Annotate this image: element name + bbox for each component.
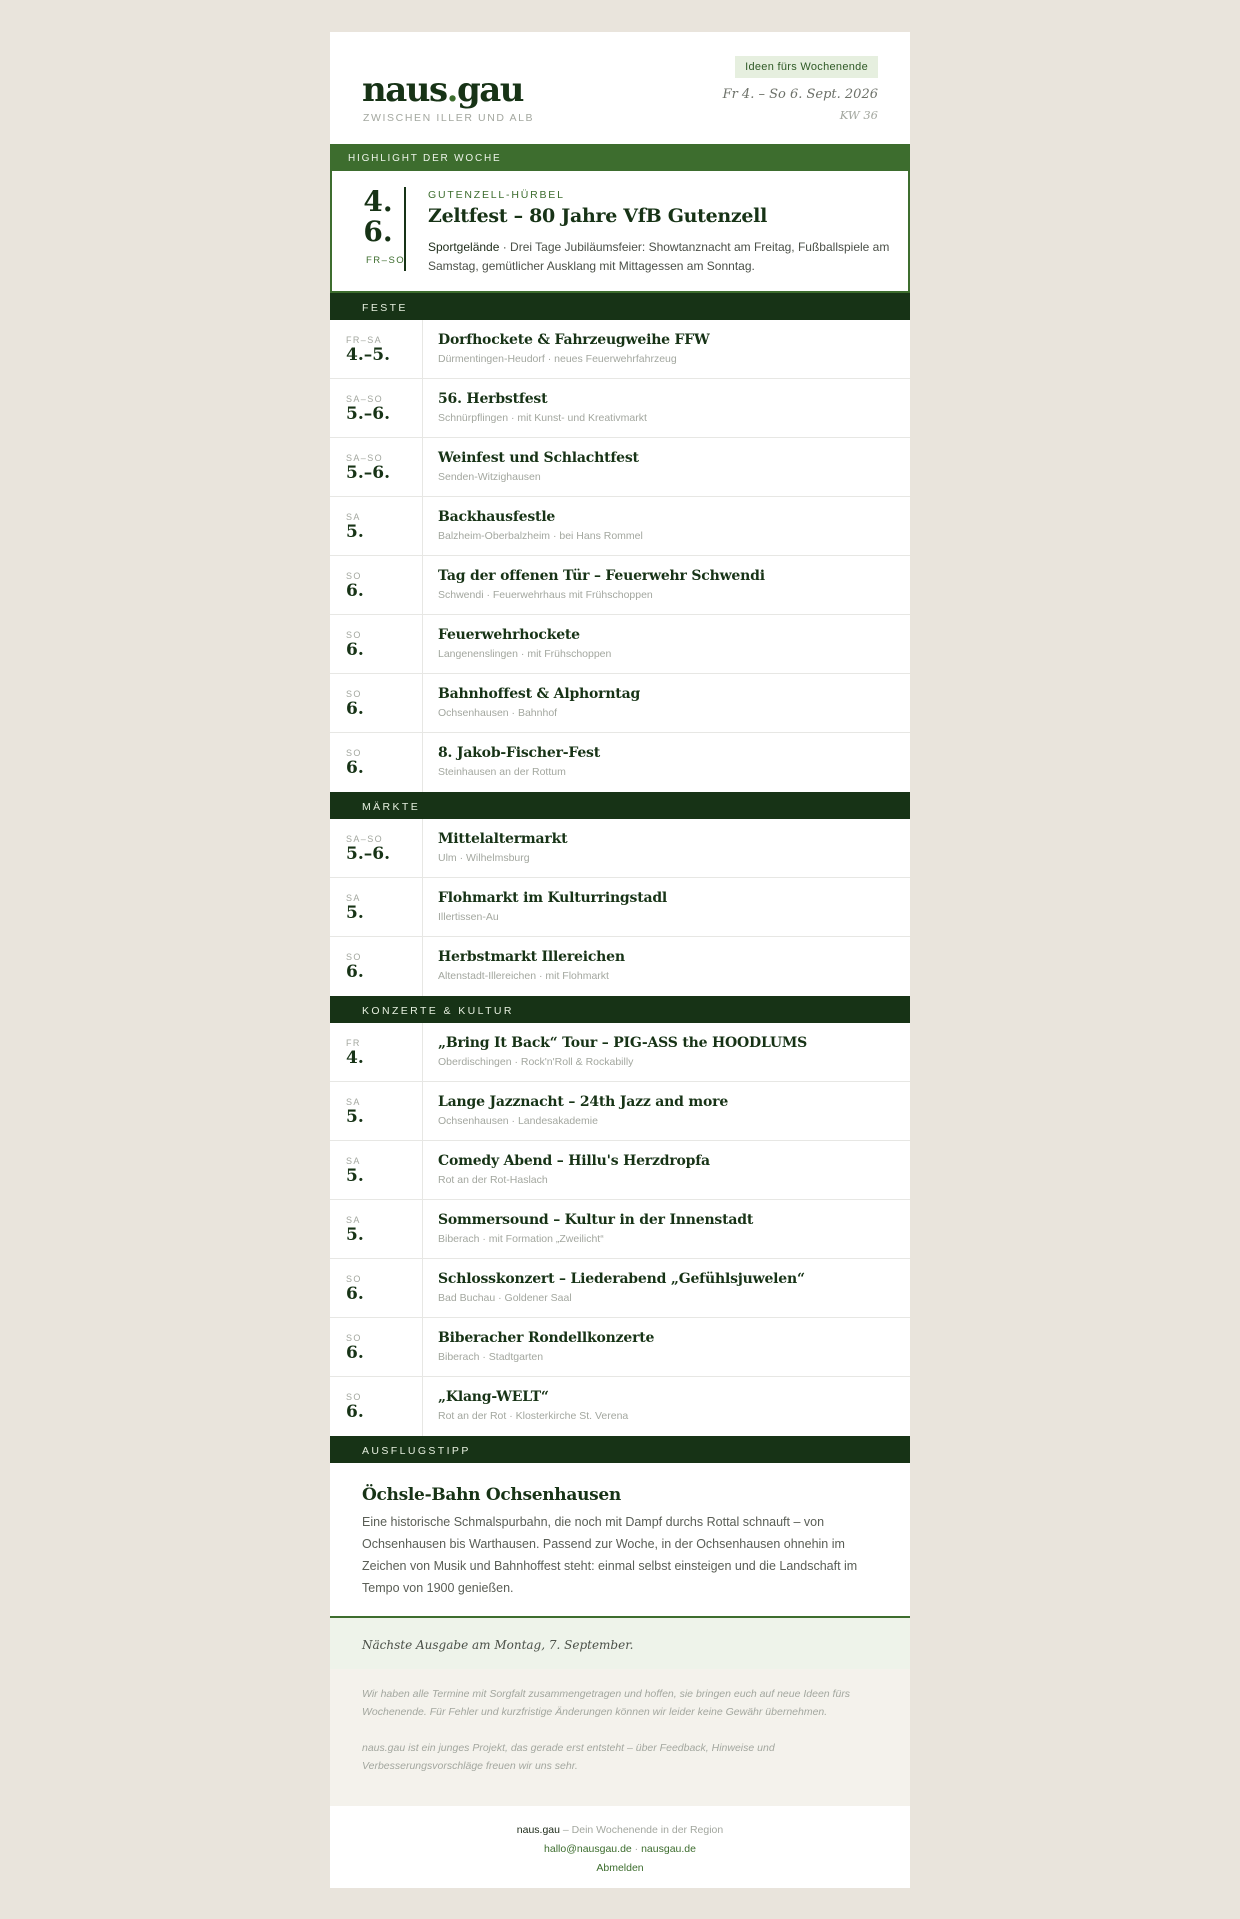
event-date: 6.: [346, 962, 364, 982]
header: [330, 32, 910, 144]
unsubscribe-link[interactable]: Abmelden: [596, 1862, 644, 1874]
event-date: 5.: [346, 1166, 364, 1186]
event-title: „Bring It Back“ Tour – PIG-ASS the HOODLUMS: [438, 1035, 808, 1051]
tagline: ZWISCHEN ILLER UND ALB: [363, 112, 535, 124]
highlight-bar: HIGHLIGHT DER WOCHE: [330, 144, 910, 171]
event-details: Balzheim-Oberbalzheim · bei Hans Rommel: [438, 530, 643, 542]
event-details: Biberach · Stadtgarten: [438, 1351, 544, 1363]
row-divider: [422, 615, 423, 673]
event-date: 6.: [346, 1402, 364, 1422]
event-row[interactable]: [330, 1259, 910, 1318]
tip-text: Eine historische Schmalspurbahn, die noch mit Dampf durchs Rottal schnauft – von Ochsenhausen bis Warthausen. Passend zur Woche, in der Ochsenhausen ohnehin im Zeichen von Musik und Bahnhoffest steht: einmal selbst einsteigen und die Landschaft im Tempo von 1900 genießen.: [362, 1515, 858, 1595]
event-date: 5.–6.: [346, 844, 390, 864]
event-title: „Klang-WELT“: [438, 1389, 549, 1405]
row-divider: [422, 1259, 423, 1317]
event-details: Ochsenhausen · Landesakademie: [438, 1115, 598, 1127]
event-weekday: SA: [346, 1097, 361, 1107]
event-date: 6.: [346, 699, 364, 719]
calendar-week: KW 36: [839, 108, 878, 122]
row-divider: [422, 733, 423, 792]
event-row[interactable]: [330, 878, 910, 937]
event-list-feste: [330, 320, 910, 792]
row-divider: [422, 556, 423, 614]
section-header-maerkte: MÄRKTE: [330, 792, 910, 819]
event-title: Biberacher Rondellkonzerte: [438, 1330, 655, 1346]
event-row[interactable]: [330, 1023, 910, 1082]
event-row[interactable]: [330, 733, 910, 792]
website-link[interactable]: nausgau.de: [641, 1843, 696, 1855]
highlight-days: FR–SO: [366, 255, 406, 266]
section-header-feste: FESTE: [330, 293, 910, 320]
row-divider: [422, 1377, 423, 1436]
event-list-maerkte: [330, 819, 910, 996]
section-header-tip: AUSFLUGSTIPP: [330, 1436, 910, 1463]
event-row[interactable]: [330, 1141, 910, 1200]
event-date: 6.: [346, 1284, 364, 1304]
event-title: Weinfest und Schlachtfest: [438, 450, 639, 466]
newsletter-card: [330, 32, 910, 1888]
event-row[interactable]: [330, 1082, 910, 1141]
event-date: 5.: [346, 903, 364, 923]
event-row[interactable]: [330, 674, 910, 733]
event-weekday: SO: [346, 1333, 362, 1343]
feedback-text: naus.gau ist ein junges Projekt, das gerade erst entsteht – über Feedback, Hinweise und Verbesserungsvorschläge freuen wir uns sehr.: [362, 1742, 775, 1772]
event-date: 5.–6.: [346, 404, 390, 424]
row-divider: [422, 1082, 423, 1140]
event-title: Dorfhockete & Fahrzeugweihe FFW: [438, 332, 710, 348]
highlight-title: Zeltfest – 80 Jahre VfB Gutenzell: [428, 205, 768, 227]
highlight-date: 4. 6.: [363, 185, 393, 248]
event-weekday: SA: [346, 1156, 361, 1166]
event-title: Bahnhoffest & Alphorntag: [438, 686, 641, 702]
row-divider: [422, 937, 423, 996]
event-weekday: SA–SO: [346, 394, 384, 404]
event-weekday: FR–SA: [346, 335, 383, 345]
event-title: Schlosskonzert – Liederabend „Gefühlsjuwelen“: [438, 1271, 805, 1287]
row-divider: [422, 674, 423, 732]
event-details: Dürmentingen-Heudorf · neues Feuerwehrfahrzeug: [438, 353, 677, 365]
event-weekday: SA: [346, 512, 361, 522]
event-row[interactable]: [330, 615, 910, 674]
tip-title: Öchsle-Bahn Ochsenhausen: [362, 1485, 621, 1505]
row-divider: [422, 1141, 423, 1199]
event-row[interactable]: [330, 379, 910, 438]
event-title: Feuerwehrhockete: [438, 627, 580, 643]
event-title: Comedy Abend – Hillu's Herzdropfa: [438, 1153, 710, 1169]
date-range: Fr 4. – So 6. Sept. 2026: [722, 87, 878, 102]
event-details: Langenenslingen · mit Frühschoppen: [438, 648, 612, 660]
row-divider: [422, 1023, 423, 1081]
event-details: Ochsenhausen · Bahnhof: [438, 707, 558, 719]
event-row[interactable]: [330, 497, 910, 556]
event-weekday: SO: [346, 689, 362, 699]
event-title: Mittelaltermarkt: [438, 831, 568, 847]
event-details: Altenstadt-Illereichen · mit Flohmarkt: [438, 970, 609, 982]
event-weekday: SO: [346, 1392, 362, 1402]
footer: [330, 1806, 910, 1888]
row-divider: [422, 438, 423, 496]
event-details: Ulm · Wilhelmsburg: [438, 852, 530, 864]
section-header-kultur: KONZERTE & KULTUR: [330, 996, 910, 1023]
event-date: 6.: [346, 581, 364, 601]
event-row[interactable]: [330, 438, 910, 497]
event-date: 5.–6.: [346, 463, 390, 483]
next-issue-note: Nächste Ausgabe am Montag, 7. September.: [330, 1618, 910, 1669]
logo: naus.gau: [362, 70, 523, 110]
event-title: Sommersound – Kultur in der Innenstadt: [438, 1212, 754, 1228]
event-weekday: SO: [346, 952, 362, 962]
event-weekday: SO: [346, 571, 362, 581]
event-row[interactable]: [330, 1318, 910, 1377]
footer-links: hallo@nausgau.de · nausgau.de: [544, 1843, 696, 1855]
event-details: Schnürpflingen · mit Kunst- und Kreativmarkt: [438, 412, 647, 424]
event-weekday: SA: [346, 1215, 361, 1225]
event-details: Rot an der Rot-Haslach: [438, 1174, 548, 1186]
event-details: Oberdischingen · Rock'n'Roll & Rockabilly: [438, 1056, 634, 1068]
footer-brand-line: naus.gau – Dein Wochenende in der Region: [516, 1824, 724, 1836]
event-row[interactable]: [330, 1377, 910, 1436]
event-date: 5.: [346, 1107, 364, 1127]
event-weekday: SA: [346, 893, 361, 903]
event-title: Flohmarkt im Kulturringstadl: [438, 890, 668, 906]
event-date: 6.: [346, 1343, 364, 1363]
row-divider: [422, 819, 423, 877]
event-weekday: FR: [346, 1038, 361, 1048]
event-date: 4.–5.: [346, 345, 390, 365]
event-date: 5.: [346, 1225, 364, 1245]
event-title: Herbstmarkt Illereichen: [438, 949, 625, 965]
event-title: Lange Jazznacht – 24th Jazz and more: [438, 1094, 729, 1110]
email-link[interactable]: hallo@nausgau.de: [544, 1843, 632, 1855]
event-title: 8. Jakob-Fischer-Fest: [438, 745, 600, 761]
edition-badge: Ideen fürs Wochenende: [735, 56, 878, 78]
row-divider: [422, 878, 423, 936]
disclaimer-text: Wir haben alle Termine mit Sorgfalt zusammengetragen und hoffen, sie bringen euch auf neue Ideen fürs Wochenende. Für Fehler und kurzfristige Änderungen können wir leider keine Gewähr übernehmen.: [362, 1688, 851, 1718]
row-divider: [422, 379, 423, 437]
event-row[interactable]: [330, 556, 910, 615]
event-details: Biberach · mit Formation „Zweilicht“: [438, 1233, 604, 1245]
highlight-event[interactable]: [330, 171, 910, 293]
event-date: 6.: [346, 640, 364, 660]
row-divider: [422, 1318, 423, 1376]
event-details: Senden-Witzighausen: [438, 471, 541, 483]
event-weekday: SA–SO: [346, 834, 384, 844]
highlight-location: GUTENZELL-HÜRBEL: [428, 189, 565, 201]
event-date: 5.: [346, 522, 364, 542]
event-list-kultur: [330, 1023, 910, 1436]
event-row[interactable]: [330, 819, 910, 878]
event-details: Rot an der Rot · Klosterkirche St. Verena: [438, 1410, 629, 1422]
row-divider: [422, 497, 423, 555]
event-details: Steinhausen an der Rottum: [438, 766, 566, 778]
row-divider: [422, 1200, 423, 1258]
event-details: Bad Buchau · Goldener Saal: [438, 1292, 572, 1304]
event-weekday: SA–SO: [346, 453, 384, 463]
event-row[interactable]: [330, 937, 910, 996]
event-date: 6.: [346, 758, 364, 778]
event-title: Tag der offenen Tür – Feuerwehr Schwendi: [438, 568, 765, 584]
event-title: Backhausfestle: [438, 509, 556, 525]
highlight-description: Sportgelände · Drei Tage Jubiläumsfeier: Showtanznacht am Freitag, Fußballspiele am Samstag, gemütlicher Ausklang mit Mittagessen am Sonntag.: [428, 240, 890, 273]
disclaimer: [330, 1669, 910, 1806]
event-details: Illertissen-Au: [438, 911, 499, 923]
event-title: 56. Herbstfest: [438, 391, 548, 407]
event-row[interactable]: [330, 1200, 910, 1259]
event-row[interactable]: [330, 320, 910, 379]
event-date: 4.: [346, 1048, 364, 1068]
event-weekday: SO: [346, 630, 362, 640]
event-weekday: SO: [346, 748, 362, 758]
event-weekday: SO: [346, 1274, 362, 1284]
row-divider: [422, 320, 423, 378]
excursion-tip: [330, 1463, 910, 1618]
event-details: Schwendi · Feuerwehrhaus mit Frühschoppen: [438, 589, 653, 601]
